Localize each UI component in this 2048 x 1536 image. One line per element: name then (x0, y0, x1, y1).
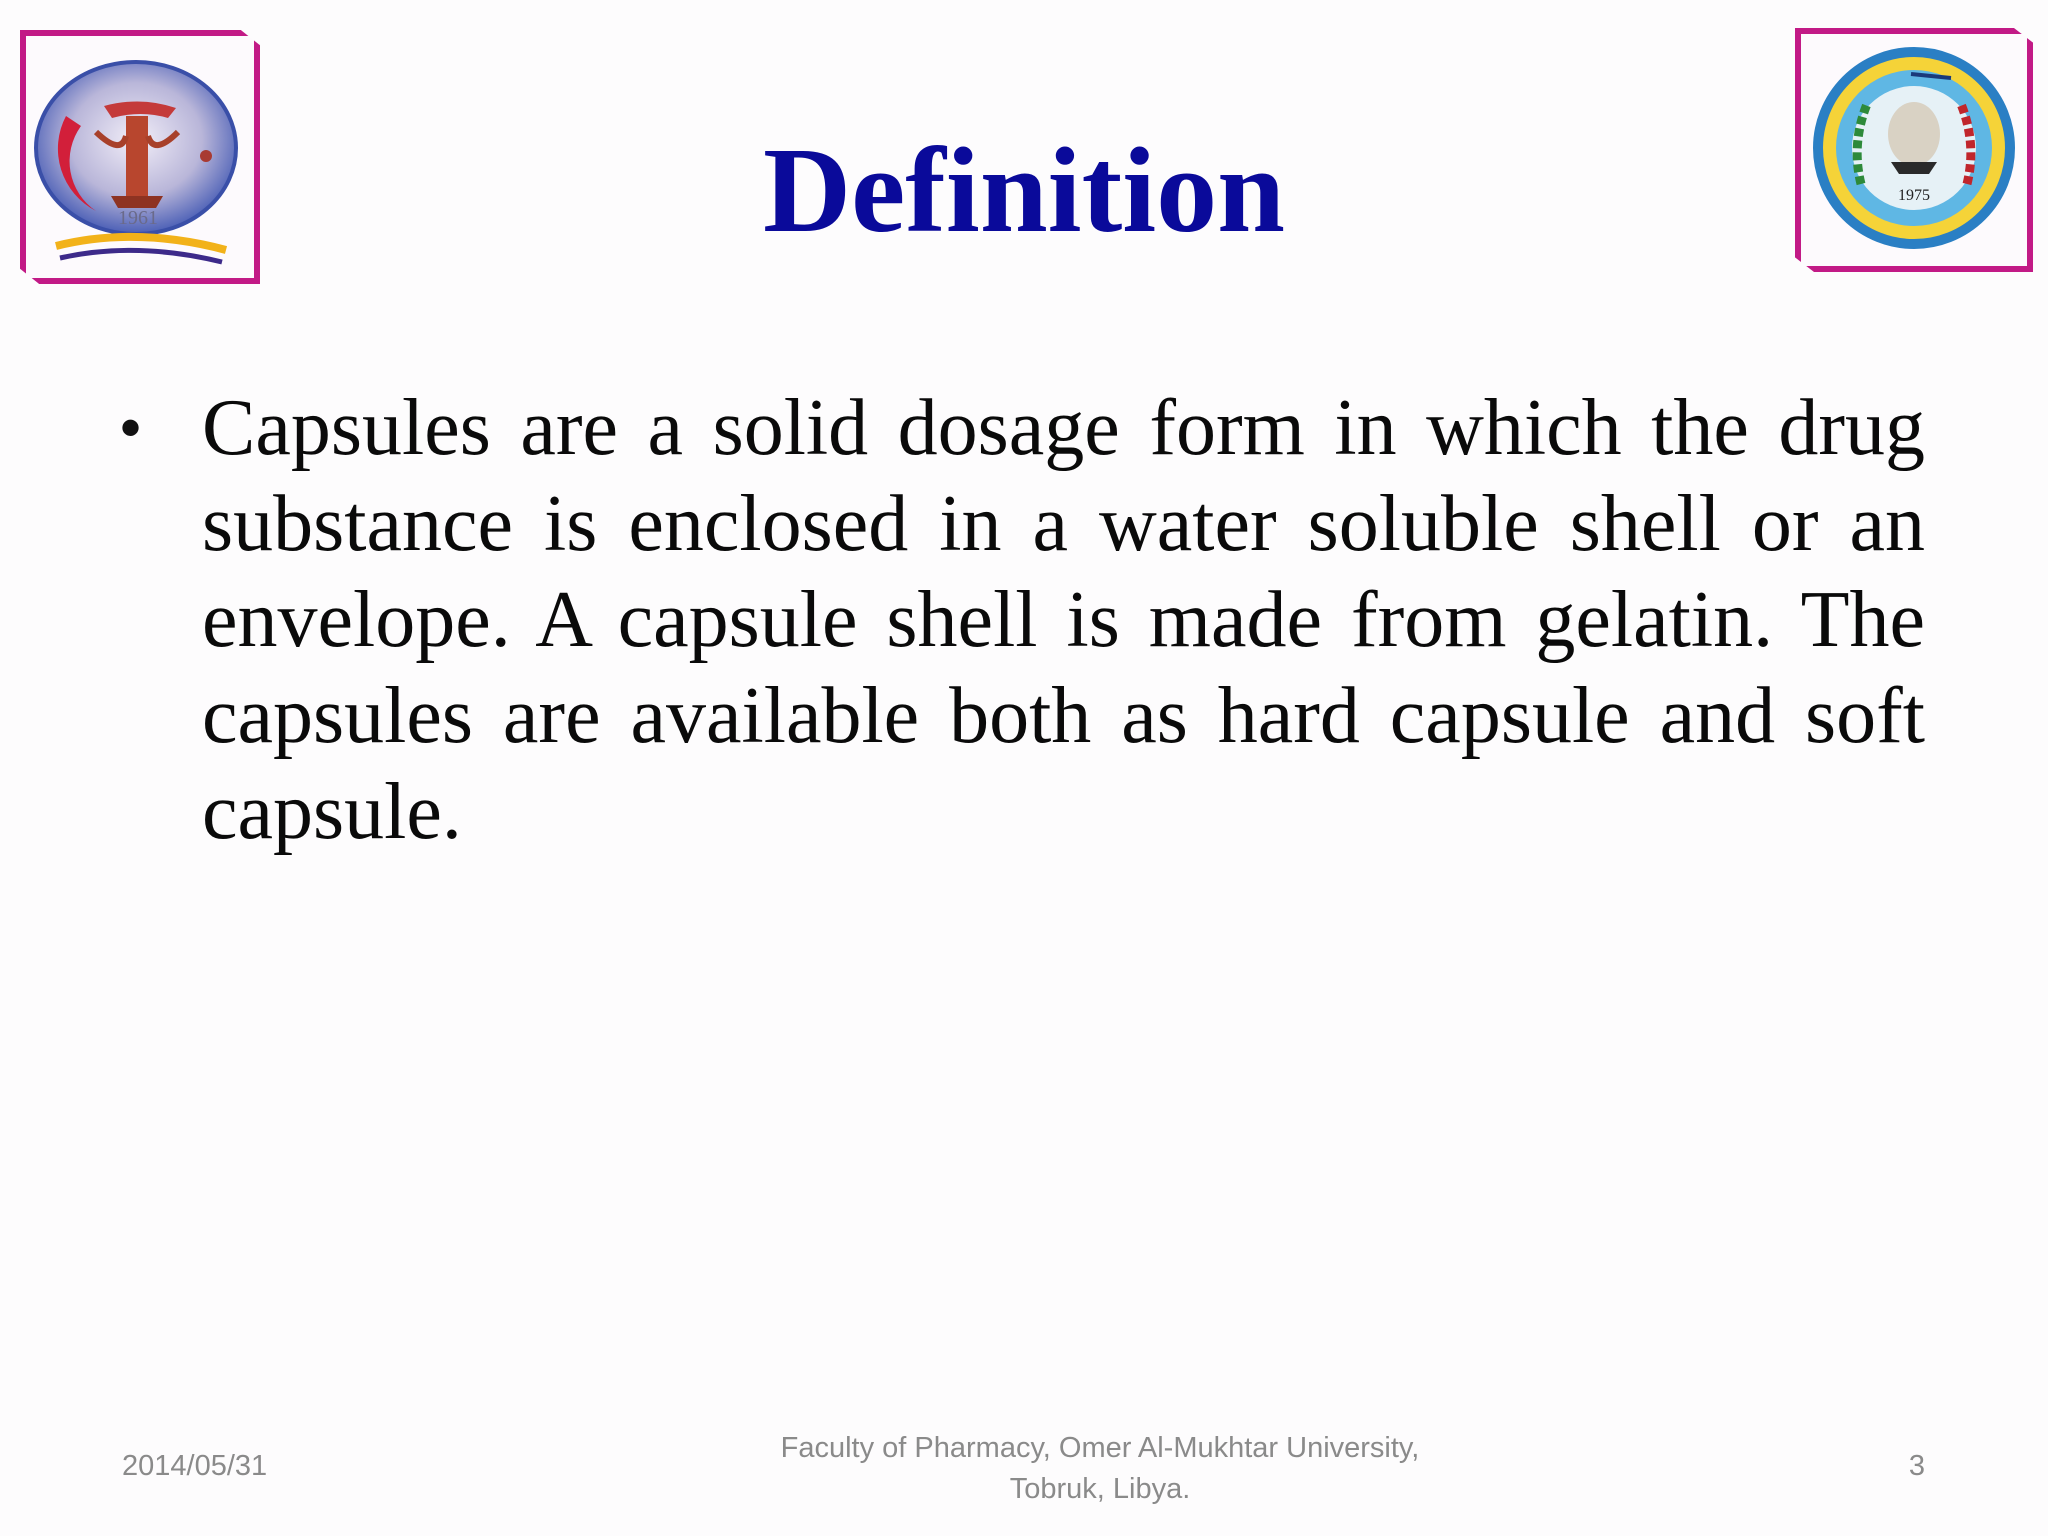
footer-institution (700, 1428, 1500, 1510)
svg-text:1975: 1975 (1898, 187, 1930, 204)
bullet-item (120, 380, 1925, 860)
page-number: 3 (1908, 1450, 1925, 1482)
footer-date: 2014/05/31 (122, 1450, 268, 1482)
bullet-text: Capsules are a solid dosage form in which the drug substance is enclosed in a water soluble shell or an envelope. A capsule shell is made from gelatin. The capsules are available both as hard capsule and soft capsule. (202, 384, 1925, 856)
bullet-icon: • (120, 394, 142, 461)
slide-title: Definition (763, 123, 1285, 258)
footer-institution-line1: Faculty of Pharmacy, Omer Al-Mukhtar University, (780, 1432, 1420, 1464)
slide-content (120, 380, 1925, 860)
footer-institution-line2: Tobruk, Libya. (1009, 1473, 1191, 1505)
svg-text:1961: 1961 (118, 207, 158, 229)
